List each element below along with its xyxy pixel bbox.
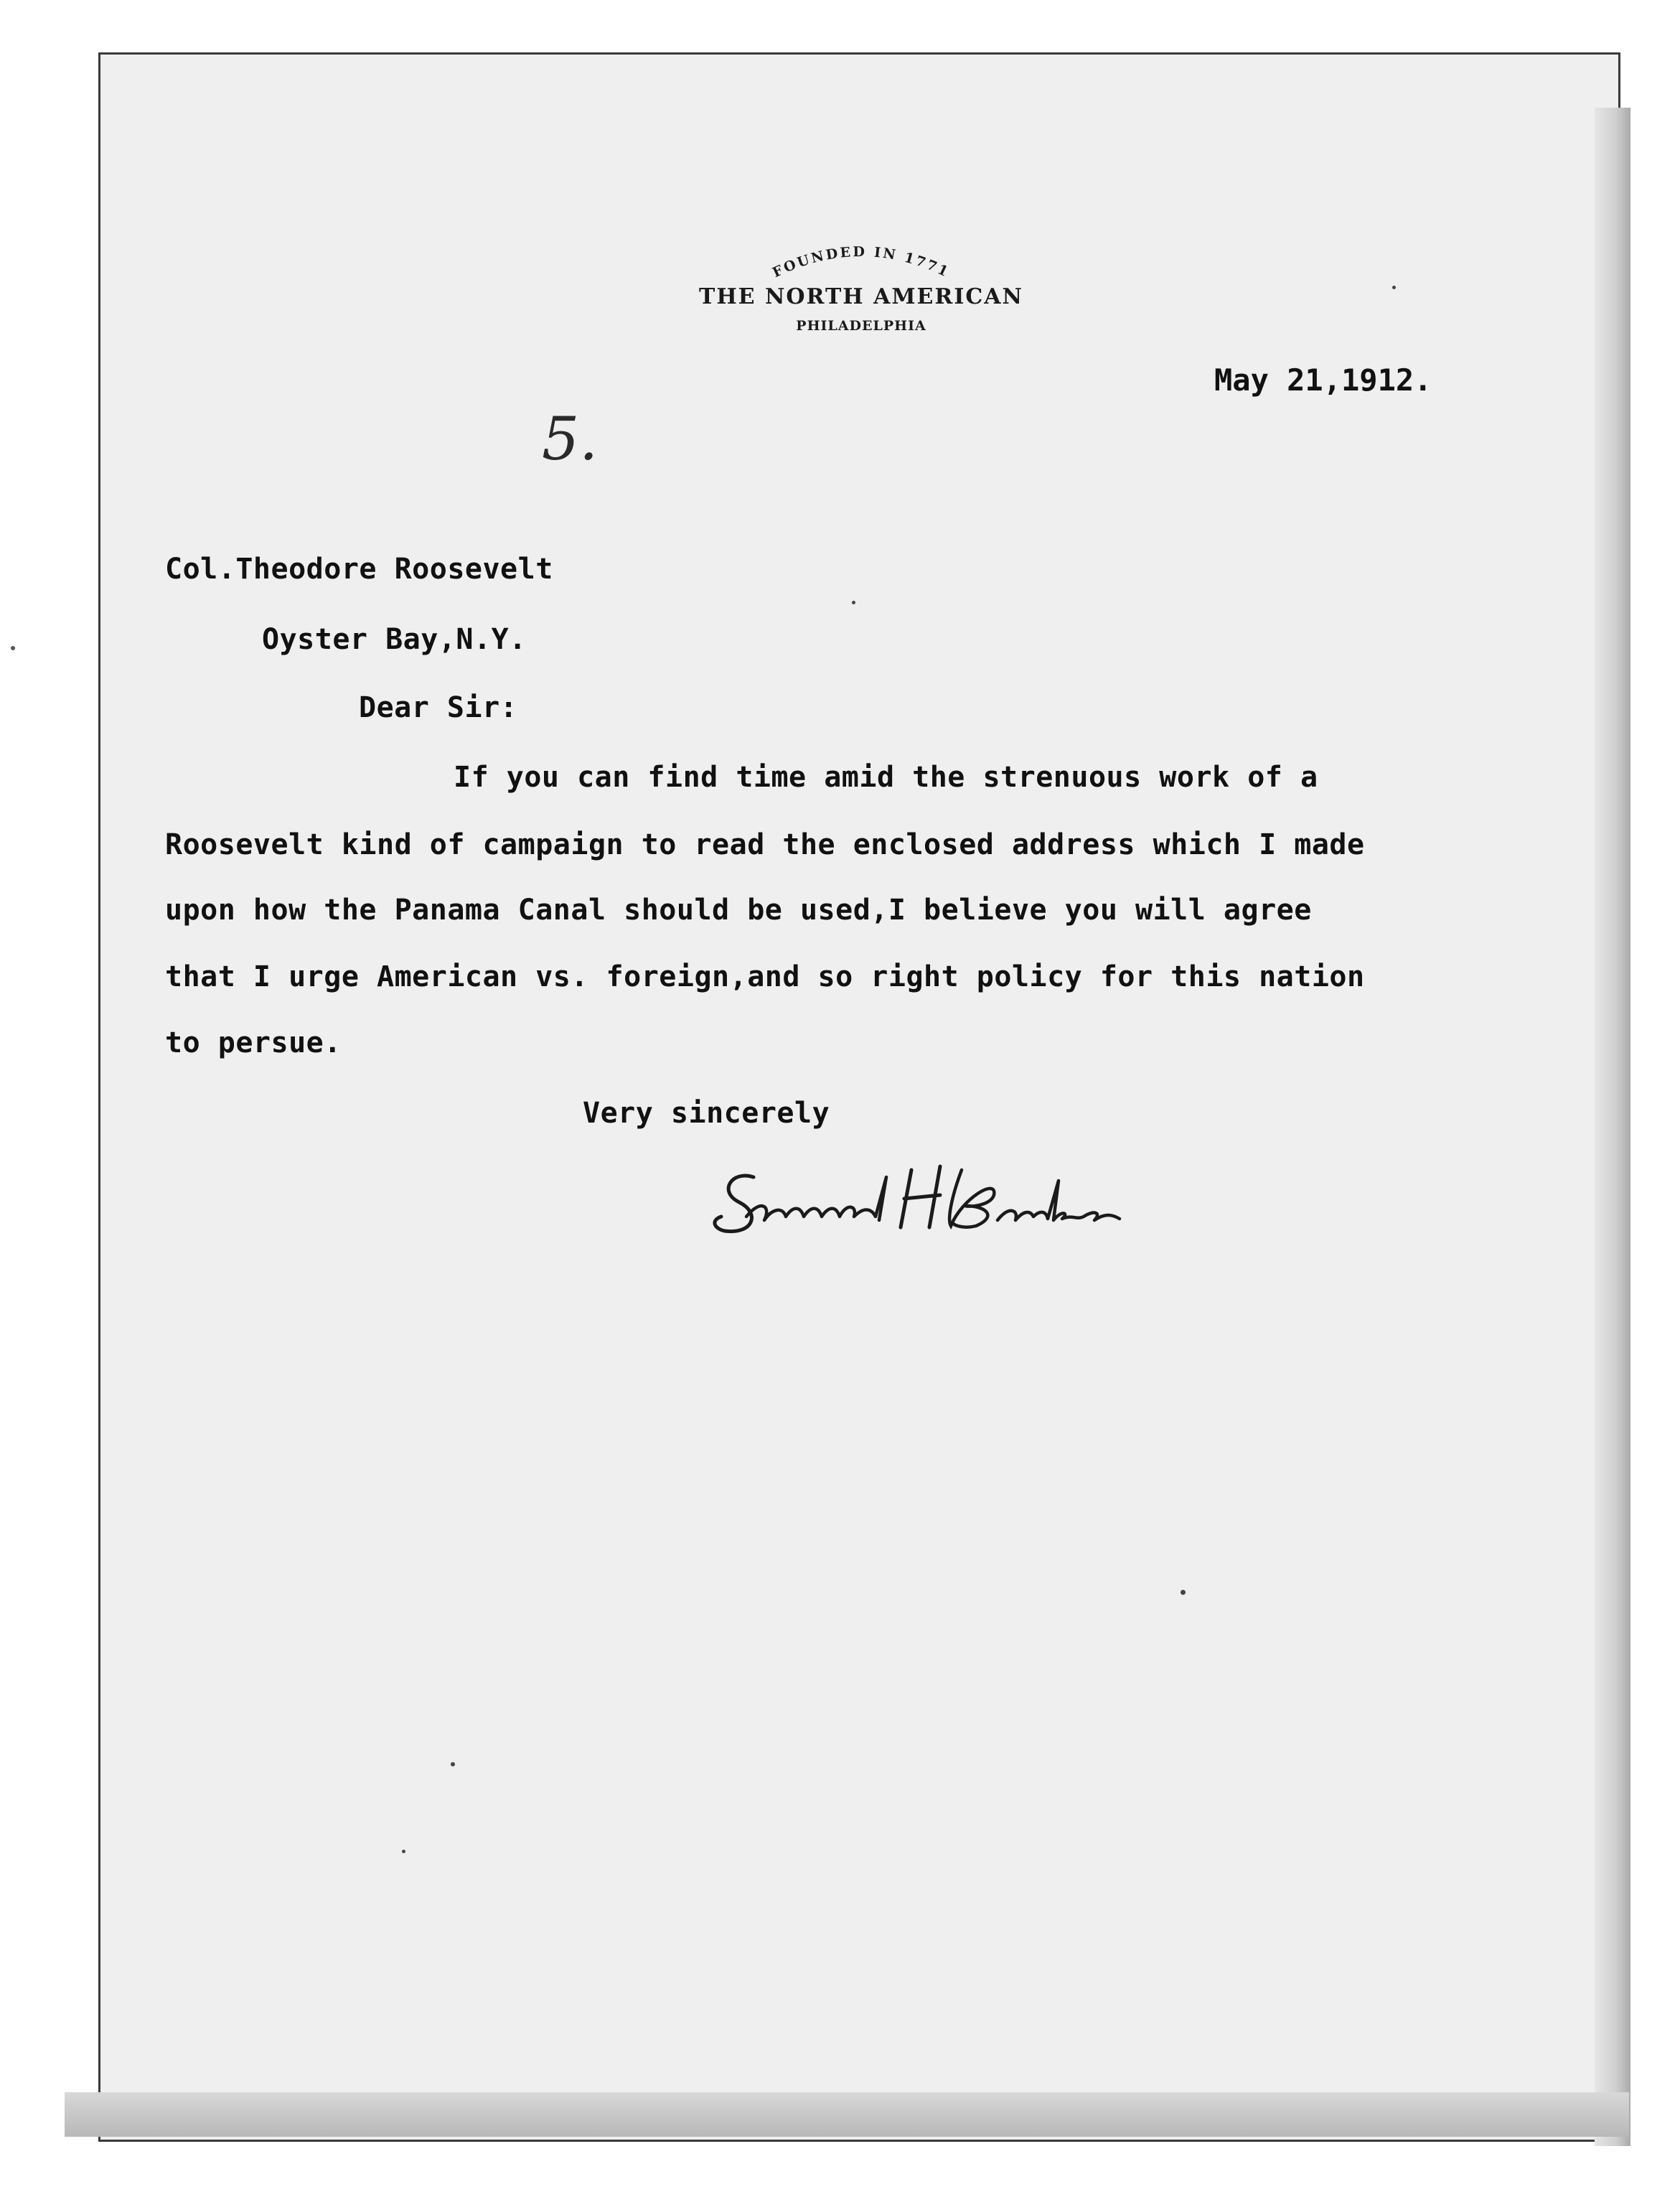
sheet-bottom-shadow [65,2092,1629,2137]
sheet-edge-shadow [1595,108,1630,2146]
body-line: upon how the Panama Canal should be used,I believe you will agree [165,894,1312,927]
letterhead-city: PHILADELPHIA [796,318,926,334]
body-line: Roosevelt kind of campaign to read the enclosed address which I made [165,828,1365,861]
letterhead [646,237,1076,334]
handwritten-page-number: 5. [542,406,599,474]
body-line: that I urge American vs. foreign,and so right policy for this nation [165,960,1365,993]
salutation: Dear Sir: [359,691,518,724]
paper-speck [402,1850,405,1853]
paper-speck [1181,1590,1186,1595]
recipient-address: Oyster Bay,N.Y. [262,623,527,656]
recipient-name: Col.Theodore Roosevelt [165,553,553,586]
paper-speck [852,601,855,604]
closing: Very sincerely [583,1097,830,1130]
letterhead-name: THE NORTH AMERICAN [699,284,1023,309]
svg-text:FOUNDED IN 1771 [770,244,952,281]
signature [703,1148,1148,1252]
paper-speck [451,1762,455,1766]
body-line: If you can find time amid the strenuous work of a [454,761,1318,794]
founded-arc [646,237,1076,287]
paper-speck [1392,286,1396,289]
letterhead-founded: FOUNDED IN 1771 [770,243,952,281]
margin-speck [11,646,15,650]
letter-date: May 21,1912. [1214,362,1432,398]
body-line: to persue. [165,1026,342,1059]
signature-image [703,1148,1148,1249]
